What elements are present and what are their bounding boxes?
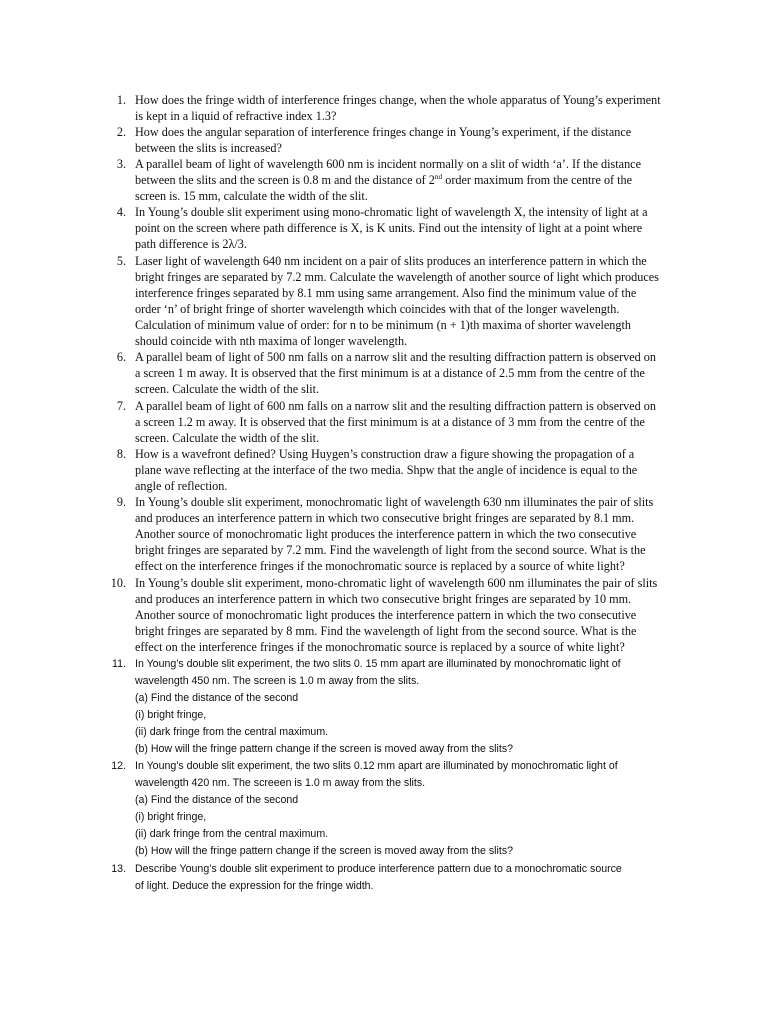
question-line: Another source of monochromatic light produces the interference pattern in which the two consecutive [135, 527, 637, 542]
question-text [135, 92, 680, 124]
question-number: 9. [116, 495, 126, 509]
question-line: A parallel beam of light of 500 nm falls on a narrow slit and the resulting diffraction pattern is observed on [135, 350, 656, 364]
question-number: 10. [110, 576, 126, 590]
question-line: screen. Calculate the width of the slit. [135, 431, 320, 446]
question-line: How does the angular separation of interference fringes change in Young’s experiment, if the distance [135, 125, 632, 139]
question-number: 3. [116, 157, 126, 171]
question-line: screen. Calculate the width of the slit. [135, 382, 320, 397]
question-text [135, 446, 680, 494]
question-line: Calculation of minimum value of order: for n to be minimum (n + 1)th maxima of shorter wavelength [135, 318, 631, 333]
question-number: 12. [111, 760, 126, 772]
question-text [135, 349, 680, 397]
question-line: (b) How will the fringe pattern change if the screen is moved away from the slits? [135, 743, 514, 756]
question-number: 7. [116, 399, 126, 413]
question-line: a screen 1.2 m away. It is observed that the first minimum is at a distance of 3 mm from the centre of the [135, 415, 645, 430]
question-text [135, 204, 680, 252]
question-line: and produces an interference pattern in which two consecutive bright fringes are separated by 10 mm. [135, 592, 632, 607]
question-line: effect on the interference fringes if the monochromatic source is replaced by a source of white light? [135, 640, 625, 655]
question-number: 2. [116, 125, 126, 139]
question-text [135, 656, 680, 759]
question-text [135, 156, 680, 204]
question-line: A parallel beam of light of 600 nm falls on a narrow slit and the resulting diffraction pattern is observed on [135, 399, 656, 413]
question-line: point on the screen where path difference is X, is K units. Find out the intensity of light at a point where [135, 221, 643, 236]
question-line: A parallel beam of light of wavelength 600 nm is incident normally on a slit of width ‘a’. If the distance [135, 157, 641, 171]
question-text [135, 494, 680, 574]
question-number: 11. [112, 658, 126, 670]
question-line: is kept in a liquid of refractive index 1.3? [135, 109, 337, 124]
question-line: of light. Deduce the expression for the fringe width. [135, 880, 374, 893]
question-text [135, 575, 680, 655]
question-line: angle of reflection. [135, 479, 228, 494]
question-line: screen is. 15 mm, calculate the width of the slit. [135, 189, 368, 204]
question-line: and produces an interference pattern in which two consecutive bright fringes are separated by 8.1 mm. [135, 511, 635, 526]
question-line: Another source of monochromatic light produces the interference pattern in which the two consecutive [135, 608, 637, 623]
question-line: How does the fringe width of interference fringes change, when the whole apparatus of Young’s experiment [135, 93, 661, 107]
question-line: between the slits and the screen is 0.8 m and the distance of 2nd order maximum from the centre of the [135, 172, 633, 188]
question-line: plane wave reflecting at the interface of the two media. Shpw that the angle of incidence is equal to the [135, 463, 638, 478]
question-line: between the slits is increased? [135, 141, 282, 156]
question-number: 1. [116, 93, 126, 107]
question-line: (a) Find the distance of the second [135, 692, 299, 705]
question-line: bright fringes are separated by 7.2 mm. Calculate the wavelength of another source of light which produces [135, 270, 659, 285]
question-number: 13. [111, 863, 126, 875]
question-line: order ‘n’ of bright fringe of shorter wavelength which coincides with that of the longer wavelength. [135, 302, 620, 317]
question-line: interference fringes separated by 8.1 mm using same arrangement. Also find the minimum value of the [135, 286, 637, 301]
question-number: 6. [116, 350, 126, 364]
question-text [135, 398, 680, 446]
question-line: In Young’s double slit experiment, the two slits 0. 15 mm apart are illuminated by monochromatic light of [135, 658, 621, 670]
question-number: 5. [116, 254, 126, 268]
question-line: (a) Find the distance of the second [135, 794, 299, 807]
question-line: (b) How will the fringe pattern change if the screen is moved away from the slits? [135, 845, 514, 858]
question-line: In Young’s double slit experiment, mono-chromatic light of wavelength 600 nm illuminates the pair of slits [135, 576, 658, 590]
question-text [135, 124, 680, 156]
question-line: (ii) dark fringe from the central maximum. [135, 828, 329, 841]
question-line: bright fringes are separated by 7.2 mm. Find the wavelength of light from the second source. What is the [135, 543, 646, 558]
question-line: How is a wavefront defined? Using Huygen’s construction draw a figure showing the propagation of a [135, 447, 635, 461]
question-line: path difference is 2λ/3. [135, 237, 247, 252]
question-line: wavelength 420 nm. The screeen is 1.0 m away from the slits. [135, 777, 426, 790]
question-line: In Young’s double slit experiment, monochromatic light of wavelength 630 nm illuminates the pair of slits [135, 495, 654, 509]
question-line: (i) bright fringe, [135, 709, 207, 722]
question-line: should coincide with nth maxima of longer wavelength. [135, 334, 408, 349]
question-number: 8. [116, 447, 126, 461]
question-line: Laser light of wavelength 640 nm incident on a pair of slits produces an interference pattern in which the [135, 254, 647, 268]
question-text [135, 861, 680, 895]
question-line: wavelength 450 nm. The screen is 1.0 m away from the slits. [135, 675, 420, 688]
question-line: a screen 1 m away. It is observed that the first minimum is at a distance of 2.5 mm from the centre of the [135, 366, 645, 381]
question-line: bright fringes are separated by 8 mm. Find the wavelength of light from the second source. What is the [135, 624, 637, 639]
question-line: In Young’s double slit experiment using mono-chromatic light of wavelength X, the intensity of light at a [135, 205, 648, 219]
question-text [135, 758, 680, 861]
question-text [135, 253, 680, 350]
question-line: effect on the interference fringes if the monochromatic source is replaced by a source of white light? [135, 559, 625, 574]
question-line: (ii) dark fringe from the central maximum. [135, 726, 329, 739]
question-line: Describe Young’s double slit experiment to produce interference pattern due to a monochromatic source [135, 863, 622, 875]
question-line: (i) bright fringe, [135, 811, 207, 824]
question-number: 4. [116, 205, 126, 219]
question-line: In Young’s double slit experiment, the two slits 0.12 mm apart are illuminated by monochromatic light of [135, 760, 618, 772]
